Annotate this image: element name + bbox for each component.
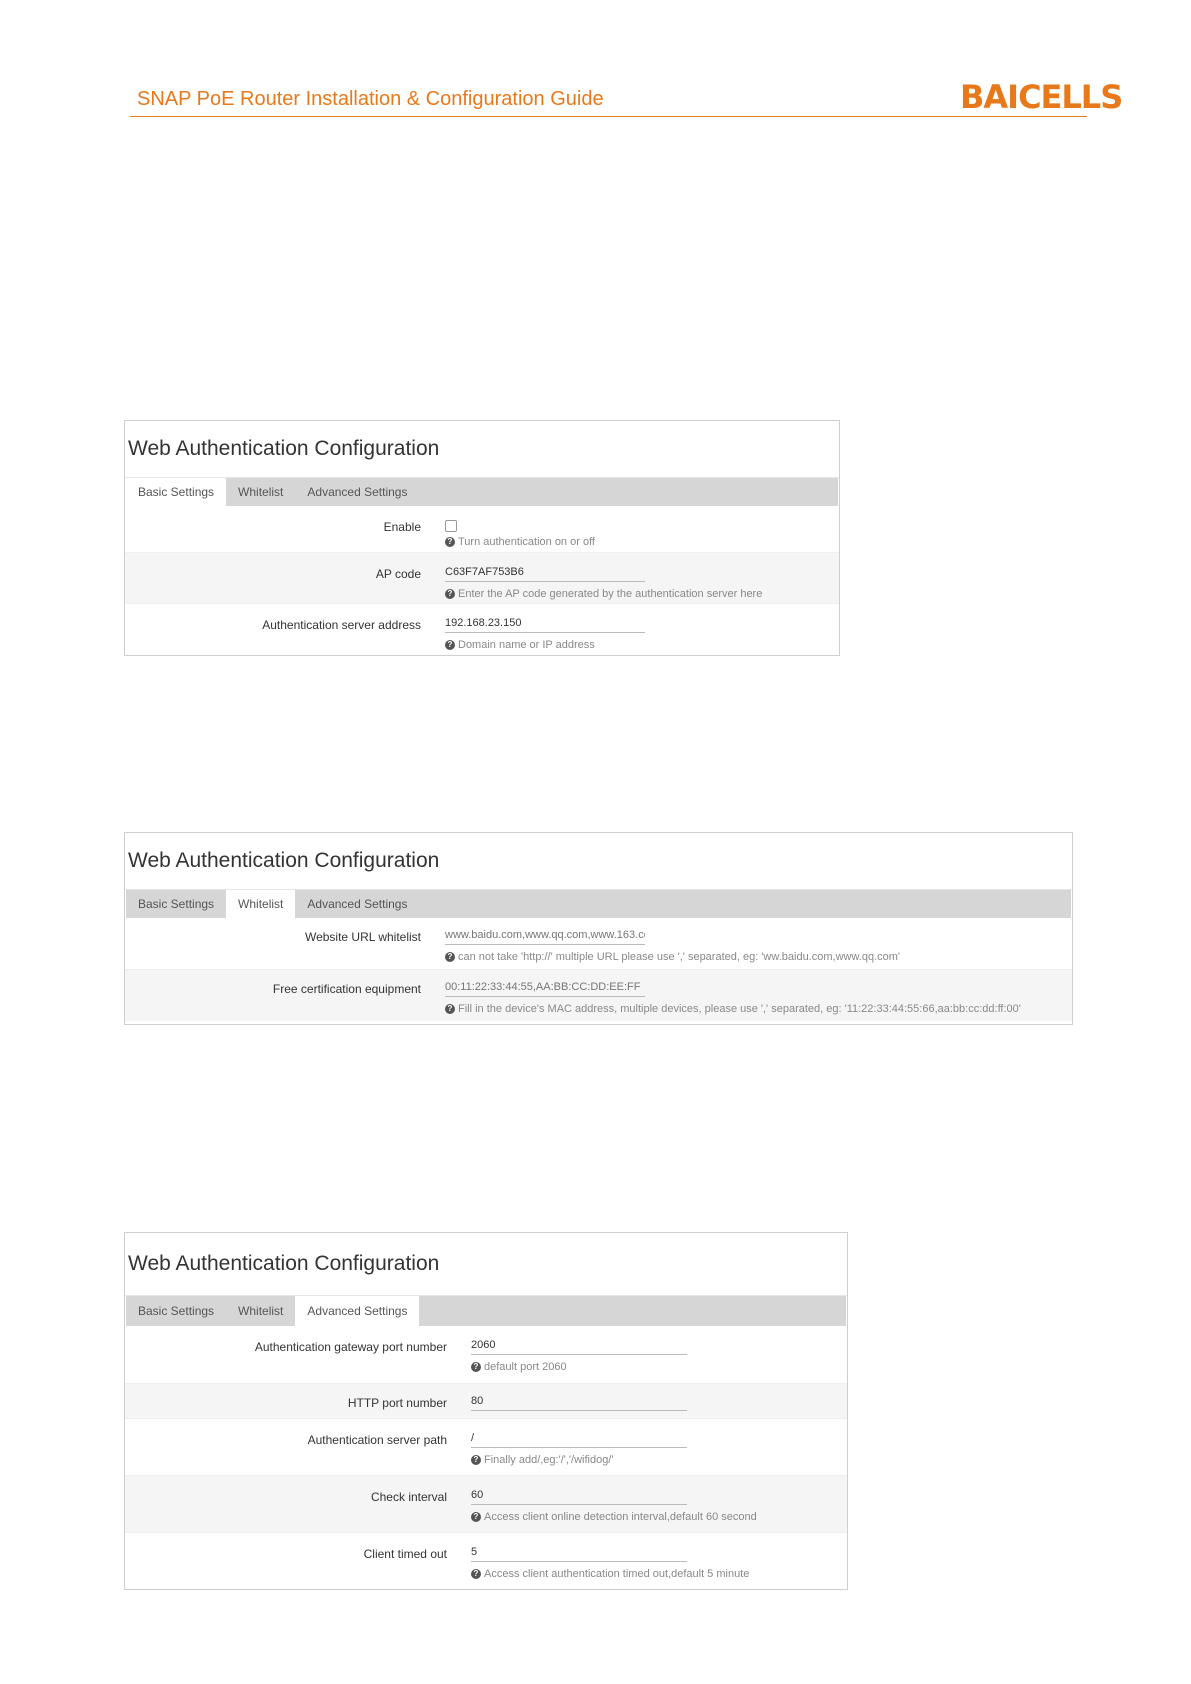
server-path-row	[125, 1419, 847, 1476]
ap-code-input[interactable]	[445, 563, 645, 582]
server-address-input[interactable]	[445, 614, 645, 633]
panel-basic-settings	[124, 420, 840, 656]
gateway-port-input[interactable]	[471, 1336, 687, 1355]
free-cert-hint: Fill in the device's MAC address, multiple devices, please use ',' separated, eg: '11:22:33:44:55:66,aa:bb:cc:dd:ff:00'	[458, 1003, 1021, 1015]
http-port-row	[125, 1384, 847, 1419]
baicells-logo: BAICELLS	[960, 78, 1123, 116]
http-port-input[interactable]	[471, 1392, 687, 1411]
enable-label: Enable	[383, 520, 421, 534]
tab-bar	[126, 1296, 846, 1326]
free-cert-label: Free certification equipment	[272, 982, 421, 996]
ap-code-hint: Enter the AP code generated by the authentication server here	[458, 588, 763, 600]
url-whitelist-hint: can not take 'http://' multiple URL please use ',' separated, eg: 'ww.baidu.com,www.qq.com'	[458, 951, 901, 963]
server-path-label: Authentication server path	[307, 1433, 447, 1447]
ap-code-row	[125, 553, 839, 604]
server-path-hint: Finally add/,eg:'/','/wifidog/'	[484, 1454, 614, 1466]
tab-basic-settings[interactable]: Basic Settings	[138, 1304, 215, 1318]
tab-advanced-settings[interactable]: Advanced Settings	[295, 1296, 419, 1326]
enable-hint: Turn authentication on or off	[458, 536, 595, 548]
client-timeout-label: Client timed out	[363, 1547, 447, 1561]
help-icon: ?	[445, 537, 455, 547]
help-icon: ?	[445, 1004, 455, 1014]
client-timeout-hint: Access client authentication timed out,default 5 minute	[484, 1568, 750, 1580]
tab-basic-settings[interactable]: Basic Settings	[126, 478, 226, 506]
enable-checkbox[interactable]	[445, 520, 457, 532]
document-title: SNAP PoE Router Installation & Configuration Guide	[137, 88, 604, 110]
server-address-hint: Domain name or IP address	[458, 639, 595, 651]
tab-bar	[126, 890, 1071, 918]
check-interval-hint: Access client online detection interval,default 60 second	[484, 1511, 757, 1523]
tab-bar	[126, 478, 838, 506]
check-interval-input[interactable]	[471, 1486, 687, 1505]
help-icon: ?	[471, 1362, 481, 1372]
server-address-label: Authentication server address	[262, 618, 421, 632]
help-icon: ?	[445, 640, 455, 650]
gateway-port-label: Authentication gateway port number	[254, 1340, 447, 1354]
client-timeout-input[interactable]	[471, 1543, 687, 1562]
ap-code-label: AP code	[375, 567, 421, 581]
url-whitelist-row	[125, 918, 1072, 970]
client-timeout-row	[125, 1533, 847, 1589]
help-icon: ?	[471, 1512, 481, 1522]
tab-whitelist[interactable]: Whitelist	[238, 485, 284, 499]
panel-title: Web Authentication Configuration	[125, 1233, 847, 1296]
tab-advanced-settings[interactable]: Advanced Settings	[307, 485, 408, 499]
free-cert-row	[125, 970, 1072, 1021]
panel-title: Web Authentication Configuration	[125, 421, 839, 478]
check-interval-label: Check interval	[370, 1490, 447, 1504]
url-whitelist-label: Website URL whitelist	[304, 930, 421, 944]
panel-advanced-settings	[124, 1232, 848, 1590]
check-interval-row	[125, 1476, 847, 1533]
help-icon: ?	[445, 952, 455, 962]
tab-whitelist[interactable]: Whitelist	[226, 890, 295, 918]
server-path-input[interactable]	[471, 1429, 687, 1448]
help-icon: ?	[445, 589, 455, 599]
http-port-label: HTTP port number	[347, 1396, 447, 1410]
url-whitelist-input[interactable]	[445, 926, 645, 945]
tab-basic-settings[interactable]: Basic Settings	[138, 897, 215, 911]
free-cert-input[interactable]	[445, 978, 645, 997]
help-icon: ?	[471, 1569, 481, 1579]
gateway-port-row	[125, 1326, 847, 1384]
gateway-port-hint: default port 2060	[484, 1361, 567, 1373]
enable-row	[125, 506, 839, 553]
tab-advanced-settings[interactable]: Advanced Settings	[307, 897, 408, 911]
panel-whitelist	[124, 832, 1073, 1025]
panel-title: Web Authentication Configuration	[125, 833, 1072, 890]
header-divider	[130, 116, 1087, 117]
help-icon: ?	[471, 1455, 481, 1465]
server-address-row	[125, 604, 839, 656]
tab-whitelist[interactable]: Whitelist	[238, 1304, 284, 1318]
